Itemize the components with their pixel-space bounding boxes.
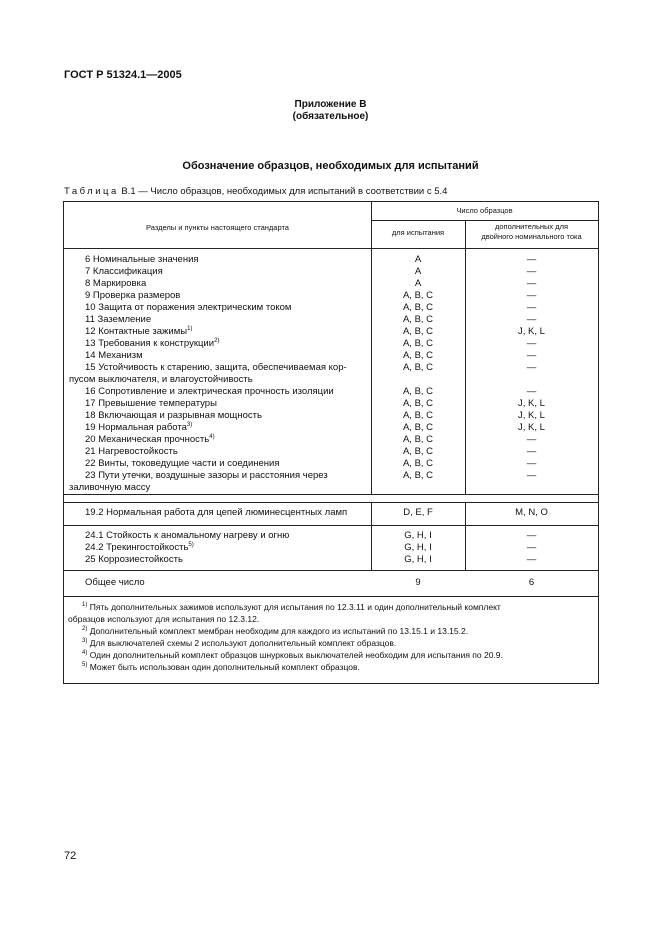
row-section-text: 19 Нормальная работа: [85, 422, 187, 433]
row-extra: J, K, L: [518, 422, 545, 433]
divider: [64, 596, 598, 597]
footnote-text: Один дополнительный комплект образцов шнурковых выключателей необходим для испытания по 20.9.: [87, 650, 503, 660]
row-extra: —: [526, 266, 537, 277]
footnote: [68, 614, 596, 626]
row-test: A, B, C: [402, 410, 434, 421]
footnote: [68, 662, 596, 674]
row-test: A, B, C: [402, 302, 434, 313]
row-section-text: 12 Контактные зажимы: [85, 326, 188, 337]
section-heading: Обозначение образцов, необходимых для испытаний: [182, 160, 479, 172]
row-test: A, B, C: [402, 386, 434, 397]
row-section: 6 Номинальные значения: [85, 254, 199, 265]
header-samples-count: Число образцов: [456, 206, 513, 215]
row-extra: J, K, L: [518, 398, 545, 409]
table-caption: [64, 186, 447, 197]
standard-number: ГОСТ Р 51324.1—2005: [64, 69, 182, 81]
footnote-ref: 5): [188, 542, 194, 548]
row-section: 25 Коррозиестойкость: [85, 554, 183, 565]
row-extra: —: [526, 458, 537, 469]
footnote: [68, 602, 596, 614]
row-section: 18 Включающая и разрывная мощность: [85, 410, 262, 421]
row-section: 22 Винты, токоведущие части и соединения: [85, 458, 280, 469]
divider: [64, 502, 598, 503]
row-section: [85, 542, 194, 554]
divider: [64, 248, 598, 249]
row-section: [85, 338, 219, 350]
row-test: A, B, C: [402, 314, 434, 325]
row-section: 17 Превышение температуры: [85, 398, 217, 409]
row-test: A, B, C: [402, 326, 434, 337]
footnote-mark: 1): [82, 602, 88, 608]
row-section: [85, 326, 192, 338]
row-section: 8 Маркировка: [85, 278, 147, 289]
row-section-total: Общее число: [85, 577, 145, 588]
divider: [64, 570, 598, 571]
row-test: A, B, C: [402, 398, 434, 409]
row-extra: J, K, L: [518, 410, 545, 421]
row-section: 19.2 Нормальная работа для цепей люминесцентных ламп: [85, 507, 348, 518]
row-section-continuation: заливочную массу: [69, 482, 151, 493]
footnote-text: Может быть использован один дополнительный комплект образцов.: [87, 662, 360, 672]
row-test: A, B, C: [402, 446, 434, 457]
footnote: [68, 626, 596, 638]
row-test: A, B, C: [402, 338, 434, 349]
footnote-ref: 1): [187, 326, 193, 332]
row-extra-total: 6: [528, 577, 535, 588]
appendix-title: Приложение В: [294, 99, 367, 110]
row-section: 9 Проверка размеров: [85, 290, 181, 301]
footnote-mark: 3): [82, 638, 88, 644]
header-extra-line2: двойного номинального тока: [481, 232, 582, 241]
row-extra: —: [526, 362, 537, 373]
row-test-total: 9: [415, 577, 421, 588]
row-section: 11 Заземление: [85, 314, 152, 325]
footnote: [68, 638, 596, 650]
row-test: G, H, I: [404, 530, 432, 541]
row-extra: —: [526, 338, 537, 349]
row-test: G, H, I: [404, 554, 432, 565]
row-section: 14 Механизм: [85, 350, 143, 361]
row-section: 7 Классификация: [85, 266, 163, 277]
row-section: 10 Защита от поражения электрическим током: [85, 302, 292, 313]
footnote-mark: 5): [82, 662, 88, 668]
row-extra: —: [526, 446, 537, 457]
footnote-ref: 4): [209, 434, 215, 440]
row-extra: —: [526, 290, 537, 301]
row-extra: —: [526, 278, 537, 289]
row-extra: —: [526, 554, 537, 565]
row-test: A, B, C: [402, 470, 434, 481]
row-extra: —: [526, 314, 537, 325]
row-test: A, B, C: [402, 350, 434, 361]
row-test: A: [414, 266, 422, 277]
row-section: [85, 422, 192, 434]
appendix-status: (обязательное): [292, 111, 369, 122]
footnote-mark: 4): [82, 650, 88, 656]
header-for-test: для испытания: [391, 228, 445, 237]
footnote-text: образцов используют для испытания по 12.3.12.: [68, 614, 260, 624]
table-caption-word: Таблица: [64, 186, 119, 197]
row-test: G, H, I: [404, 542, 432, 553]
footnote-mark: 2): [82, 626, 88, 632]
footnote-text: Дополнительный комплект мембран необходим для каждого из испытаний по 13.15.1 и 13.15.2.: [87, 626, 469, 636]
footnote-ref: 3): [186, 422, 193, 428]
row-section-text: 13 Требования к конструкции: [85, 338, 215, 349]
row-section: 21 Нагревостойкость: [85, 446, 178, 457]
header-sections: Разделы и пункты настоящего стандарта: [146, 223, 289, 232]
row-extra: —: [526, 254, 537, 265]
row-section: 15 Устойчивость к старению, защита, обеспечиваемая кор-: [85, 362, 347, 373]
row-test: A, B, C: [402, 458, 434, 469]
page-number: 72: [64, 850, 77, 862]
row-test: A: [414, 254, 422, 265]
row-test: A, B, C: [402, 290, 434, 301]
table-caption-text: В.1 — Число образцов, необходимых для испытаний в соответствии с 5.4: [118, 186, 448, 197]
row-extra: M, N, O: [515, 507, 548, 518]
row-extra: J, K, L: [518, 326, 545, 337]
header-extra-line1: дополнительных для: [494, 222, 569, 231]
row-section: 23 Пути утечки, воздушные зазоры и расстояния через: [85, 470, 328, 481]
row-extra: —: [526, 470, 537, 481]
divider: [64, 494, 598, 495]
row-test: A, B, C: [402, 434, 434, 445]
row-section-text: 24.2 Трекингостойкость: [85, 542, 189, 553]
row-extra: —: [526, 350, 537, 361]
row-section: 16 Сопротивление и электрическая прочность изоляции: [85, 386, 334, 397]
row-section-text: 20 Механическая прочность: [85, 434, 210, 445]
row-extra: —: [526, 542, 537, 553]
row-test: D, E, F: [403, 507, 433, 518]
row-section: [85, 434, 215, 446]
row-test: A: [414, 278, 422, 289]
row-section-continuation: пусом выключателя, и влагоустойчивость: [69, 374, 253, 385]
row-extra: —: [526, 434, 537, 445]
footnote-text: Для выключателей схемы 2 используют дополнительный комплект образцов.: [87, 638, 397, 648]
row-extra: —: [526, 386, 537, 397]
row-test: A, B, C: [402, 362, 434, 373]
row-extra: —: [526, 302, 537, 313]
footnote-ref: 2): [214, 338, 220, 344]
divider: [371, 220, 598, 221]
divider: [64, 525, 598, 526]
row-section: 24.1 Стойкость к аномальному нагреву и огню: [85, 530, 290, 541]
footnote: [68, 650, 596, 662]
row-extra: —: [526, 530, 537, 541]
row-test: A, B, C: [402, 422, 434, 433]
footnote-text: Пять дополнительных зажимов используют для испытания по 12.3.11 и один дополнительный комплект: [87, 602, 501, 612]
